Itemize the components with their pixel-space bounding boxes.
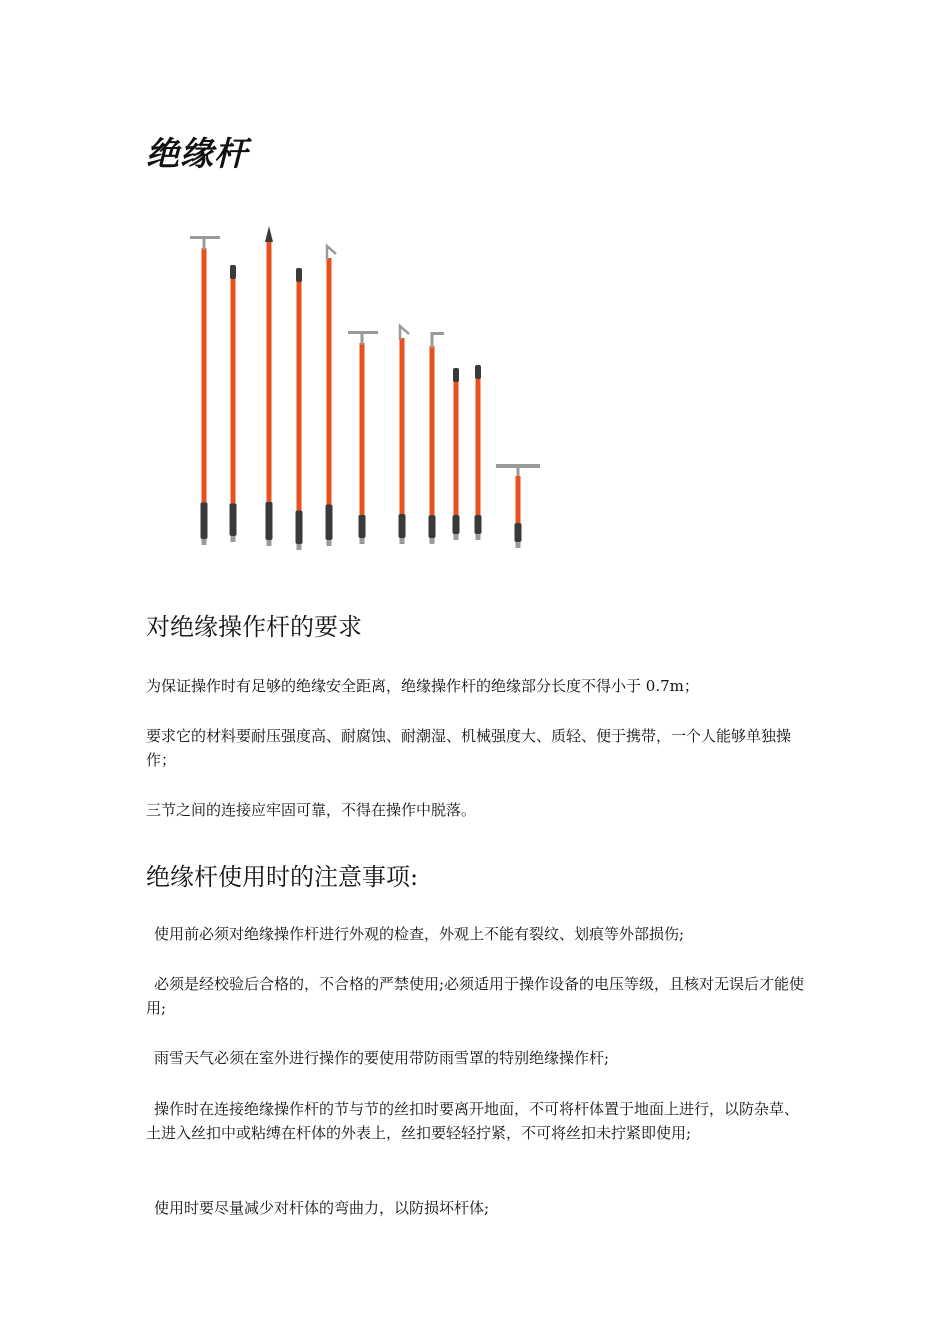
pole-shaft (231, 273, 236, 503)
pole-grip (399, 514, 406, 538)
page-title: 绝缘杆 (146, 134, 248, 173)
pole-head (296, 268, 302, 282)
section-heading-requirements: 对绝缘操作杆的要求 (146, 613, 362, 641)
pole-shaft (476, 373, 481, 515)
pole-grip (453, 515, 460, 534)
pole-head (203, 236, 206, 250)
pole-end-cap (231, 536, 236, 542)
insulating-poles-photo (178, 220, 558, 560)
pole-shaft (516, 476, 521, 523)
pole-end-cap (430, 538, 435, 544)
pole-grip (475, 515, 482, 534)
requirement-paragraph-3: 三节之间的连接应牢固可靠，不得在操作中脱落。 (146, 801, 477, 819)
precaution-paragraph-5: 使用时要尽量减少对杆体的弯曲力，以防损坏杆体; (154, 1199, 490, 1217)
requirement-paragraph-2: 要求它的材料要耐压强度高、耐腐蚀、耐潮湿、机械强度大、质轻、便于携带，一个人能够单独操作； (146, 727, 792, 769)
pole-head (265, 226, 273, 242)
pole-shaft (202, 248, 207, 502)
section-heading-precautions: 绝缘杆使用时的注意事项: (146, 863, 419, 891)
pole-shaft (297, 276, 302, 511)
pole-head (432, 332, 444, 335)
pole-grip (515, 523, 522, 542)
pole-head (327, 246, 336, 260)
pole-grip (201, 502, 208, 539)
pole-shaft (400, 338, 405, 514)
pole-end-cap (516, 542, 521, 548)
precaution-paragraph-1: 使用前必须对绝缘操作杆进行外观的检查，外观上不能有裂纹、划痕等外部损伤; (154, 925, 685, 943)
precaution-paragraph-3: 雨雪天气必须在室外进行操作的要使用带防雨雪罩的特别绝缘操作杆; (154, 1049, 610, 1067)
pole-grip (359, 515, 366, 538)
pole-end-cap (297, 544, 302, 550)
pole-head (400, 326, 409, 340)
pole-head (361, 331, 364, 345)
pole-shaft (267, 238, 272, 502)
pole-grip (296, 511, 303, 544)
pole-shaft (360, 343, 365, 515)
precaution-paragraph-4: 操作时在连接绝缘操作杆的节与节的丝扣时要离开地面，不可将杆体置于地面上进行，以防杂草、土进入丝扣中或粘缚在杆体的外表上，丝扣要轻轻拧紧，不可将丝扣未拧紧即使用; (146, 1100, 800, 1142)
pole-end-cap (327, 540, 332, 546)
pole-end-cap (267, 540, 272, 546)
pole-head (475, 365, 481, 379)
pole-grip (230, 503, 237, 536)
pole-end-cap (400, 538, 405, 544)
pole-end-cap (360, 538, 365, 544)
pole-shaft (327, 258, 332, 505)
pole-head (230, 265, 236, 279)
requirement-paragraph-1: 为保证操作时有足够的绝缘安全距离，绝缘操作杆的绝缘部分长度不得小于 0.7m； (146, 677, 699, 695)
pole-end-cap (454, 534, 459, 540)
pole-grip (326, 505, 333, 540)
pole-grip (266, 502, 273, 540)
pole-grip (429, 515, 436, 538)
precaution-paragraph-2: 必须是经校验后合格的，不合格的严禁使用;必须适用于操作设备的电压等级，且核对无误后才能使用; (146, 975, 805, 1017)
pole-head (517, 464, 520, 476)
pole-shaft (454, 376, 459, 515)
pole-head (453, 368, 459, 382)
pole-shaft (430, 346, 435, 515)
pole-end-cap (476, 534, 481, 540)
pole-end-cap (202, 539, 207, 545)
